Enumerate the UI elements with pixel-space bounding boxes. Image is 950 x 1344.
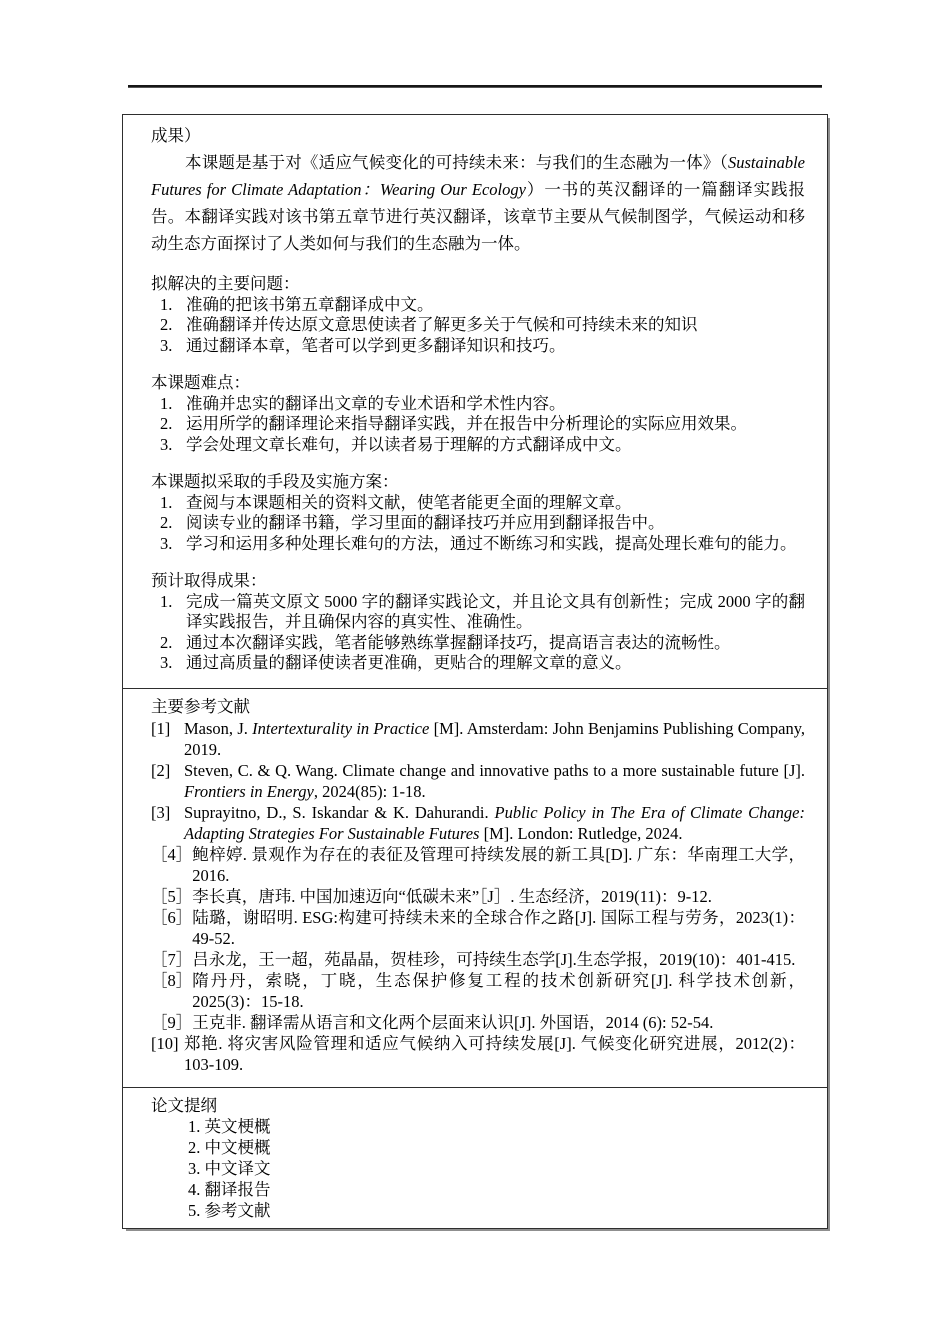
reference-number: ［6］ bbox=[151, 908, 193, 927]
reference-text-segment: 鲍梓婷. 景观作为存在的表征及管理可持续发展的新工具[D]. 广东：华南理工大学，2016. bbox=[192, 845, 805, 885]
item-number: 3. bbox=[160, 533, 173, 553]
reference-text bbox=[184, 718, 805, 760]
numbered-item bbox=[151, 295, 805, 316]
item-text: 学习和运用多种处理长难句的方法，通过不断练习和实践，提高处理长难句的能力。 bbox=[186, 533, 797, 553]
reference-text-segment: [M]. Amsterdam: John Benjamins Publishing Company, 2019. bbox=[184, 719, 806, 759]
page-header-rule bbox=[128, 85, 822, 88]
numbered-item bbox=[151, 493, 805, 514]
reference-text-segment: 王克非. 翻译需从语言和文化两个层面来认识[J]. 外国语，2014 (6): 52-54. bbox=[192, 1013, 714, 1032]
reference-text-segment: 吕永龙，王一超，苑晶晶，贺桂珍，可持续生态学[J].生态学报，2019(10)：401-415. bbox=[192, 950, 796, 969]
section-title: 拟解决的主要问题： bbox=[151, 274, 300, 293]
reference-number: ［7］ bbox=[151, 950, 193, 969]
numbered-item bbox=[151, 592, 805, 633]
reference-entry bbox=[151, 844, 805, 886]
item-text: 通过翻译本章，笔者可以学到更多翻译知识和技巧。 bbox=[186, 335, 566, 355]
reference-title-italic: Frontiers in Energy bbox=[184, 782, 314, 801]
outline-title: 论文提纲 bbox=[151, 1096, 217, 1115]
reference-title-italic: Public Policy in The Era of Climate Change: Adapting Strategies For Sustainable Futures bbox=[184, 803, 805, 843]
item-number: 1. bbox=[160, 294, 173, 314]
reference-entry bbox=[151, 802, 805, 844]
reference-text bbox=[192, 844, 805, 886]
numbered-item bbox=[151, 435, 805, 456]
references-list bbox=[151, 718, 805, 1075]
references-cell bbox=[123, 688, 827, 1087]
numbered-item bbox=[151, 513, 805, 534]
reference-text bbox=[192, 949, 805, 970]
section-title: 本课题难点： bbox=[151, 373, 250, 392]
outline-item: 4. 翻译报告 bbox=[188, 1180, 271, 1199]
carryover-heading-text: 成果） bbox=[151, 126, 201, 145]
reference-text bbox=[184, 802, 805, 844]
reference-number: ［9］ bbox=[151, 1013, 193, 1032]
item-text: 准确翻译并传达原文意思使读者了解更多关于气候和可持续未来的知识 bbox=[186, 315, 698, 334]
item-text: 查阅与本课题相关的资料文献，使笔者能更全面的理解文章。 bbox=[186, 492, 632, 512]
section-title: 预计取得成果： bbox=[151, 571, 267, 590]
intro-text-post: ）一书的英汉翻译的一篇翻译实践报告。本翻译实践对该书第五章节进行英汉翻译，该章节主要从气候制图学，气候运动和移动生态方面探讨了人类如何与我们的生态融为一体。 bbox=[151, 180, 806, 253]
reference-entry bbox=[151, 718, 805, 760]
reference-text-segment: 陆璐，谢昭明. ESG:构建可持续未来的全球合作之路[J]. 国际工程与劳务，2023(1)：49-52. bbox=[192, 908, 805, 948]
reference-text bbox=[192, 970, 805, 1012]
intro-paragraph bbox=[151, 149, 805, 257]
item-text: 通过高质量的翻译使读者更准确，更贴合的理解文章的意义。 bbox=[186, 653, 632, 672]
outline-cell bbox=[123, 1087, 827, 1228]
reference-text bbox=[192, 1012, 805, 1033]
reference-number: ［4］ bbox=[151, 845, 193, 864]
numbered-item bbox=[151, 394, 805, 415]
reference-entry bbox=[151, 970, 805, 1012]
proposal-form-table bbox=[122, 114, 828, 1229]
reference-number: ［8］ bbox=[151, 971, 193, 990]
reference-text bbox=[184, 1033, 805, 1075]
reference-text-segment: Mason, J. bbox=[184, 719, 253, 738]
item-number: 1. bbox=[160, 591, 173, 611]
outline-item: 1. 英文梗概 bbox=[188, 1117, 271, 1136]
item-text: 通过本次翻译实践，笔者能够熟练掌握翻译技巧，提高语言表达的流畅性。 bbox=[186, 632, 731, 652]
reference-text bbox=[192, 886, 805, 907]
topic-section bbox=[151, 274, 805, 356]
intro-text-pre: 本课题是基于对《适应气候变化的可持续未来：与我们的生态融为一体》（ bbox=[185, 153, 728, 172]
reference-text-segment: , 2024(85): 1-18. bbox=[313, 782, 426, 801]
references-title: 主要参考文献 bbox=[151, 697, 250, 716]
outline-item: 3. 中文译文 bbox=[188, 1159, 271, 1178]
reference-number: [1] bbox=[151, 719, 171, 738]
outline-item: 5. 参考文献 bbox=[188, 1201, 271, 1220]
outline-item: 2. 中文梗概 bbox=[188, 1138, 271, 1157]
reference-entry bbox=[151, 760, 805, 802]
reference-text bbox=[184, 760, 805, 802]
reference-title-italic: Intertexturality in Practice bbox=[252, 719, 430, 738]
outline-list bbox=[151, 1116, 805, 1221]
numbered-item bbox=[151, 414, 805, 435]
item-number: 3. bbox=[160, 434, 173, 454]
book-title-english: Sustainable Futures for Climate Adaptation：Wearing Our Ecology bbox=[151, 153, 805, 199]
reference-text-segment: 郑艳. 将灾害风险管理和适应气候纳入可持续发展[J]. 气候变化研究进展，2012(2)：103-109. bbox=[184, 1034, 805, 1074]
reference-text bbox=[192, 907, 805, 949]
item-text: 学会处理文章长难句，并以读者易于理解的方式翻译成中文。 bbox=[186, 434, 632, 454]
reference-entry bbox=[151, 1012, 805, 1033]
numbered-item bbox=[151, 653, 805, 674]
topic-sections bbox=[151, 274, 805, 674]
numbered-item bbox=[151, 315, 805, 336]
item-text: 运用所学的翻译理论来指导翻译实践，并在报告中分析理论的实际应用效果。 bbox=[186, 414, 747, 433]
topic-section bbox=[151, 571, 805, 674]
reference-text-segment: Steven, C. & Q. Wang. Climate change and innovative paths to a more sustainable future [J]. bbox=[184, 761, 805, 780]
item-number: 2. bbox=[160, 315, 173, 334]
item-number: 3. bbox=[160, 653, 173, 672]
item-text: 准确的把该书第五章翻译成中文。 bbox=[186, 294, 434, 314]
research-content-cell bbox=[123, 115, 827, 688]
item-number: 1. bbox=[160, 393, 173, 413]
item-text: 完成一篇英文原文 5000 字的翻译实践论文，并且论文具有创新性；完成 2000 字的翻译实践报告，并且确保内容的真实性、准确性。 bbox=[186, 591, 806, 631]
item-number: 3. bbox=[160, 335, 173, 355]
numbered-item bbox=[151, 534, 805, 555]
reference-entry bbox=[151, 886, 805, 907]
item-number: 2. bbox=[160, 632, 173, 652]
topic-section bbox=[151, 472, 805, 554]
reference-text-segment: [M]. London: Rutledge, 2024. bbox=[479, 824, 683, 843]
reference-entry bbox=[151, 1033, 805, 1075]
reference-text-segment: 李长真，唐玮. 中国加速迈向“低碳未来”［J］. 生态经济，2019(11)：9-12. bbox=[192, 887, 712, 906]
numbered-item bbox=[151, 336, 805, 357]
reference-entry bbox=[151, 907, 805, 949]
reference-number: [3] bbox=[151, 803, 171, 822]
item-number: 1. bbox=[160, 492, 173, 512]
reference-text-segment: 隋丹丹，索晓，丁晓，生态保护修复工程的技术创新研究[J]. 科学技术创新，2025(3)：15-18. bbox=[192, 971, 805, 1011]
item-number: 2. bbox=[160, 414, 173, 433]
reference-number: [10] bbox=[151, 1034, 179, 1053]
item-text: 准确并忠实的翻译出文章的专业术语和学术性内容。 bbox=[186, 393, 566, 413]
reference-number: [2] bbox=[151, 761, 171, 780]
numbered-item bbox=[151, 633, 805, 654]
reference-text-segment: Suprayitno, D., S. Iskandar & K. Dahurandi. bbox=[184, 803, 495, 822]
item-number: 2. bbox=[160, 513, 173, 532]
item-text: 阅读专业的翻译书籍，学习里面的翻译技巧并应用到翻译报告中。 bbox=[186, 513, 665, 532]
topic-section bbox=[151, 373, 805, 455]
section-title: 本课题拟采取的手段及实施方案： bbox=[151, 472, 399, 491]
reference-entry bbox=[151, 949, 805, 970]
reference-number: ［5］ bbox=[151, 887, 193, 906]
